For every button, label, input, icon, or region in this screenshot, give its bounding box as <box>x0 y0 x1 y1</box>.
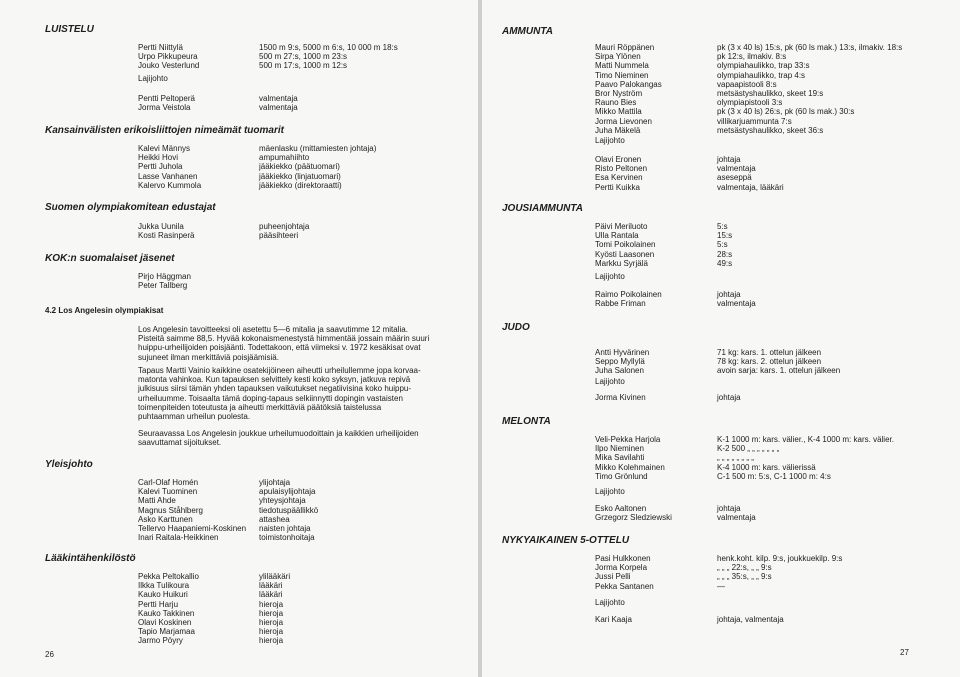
luistelu-lead-names: Pentti Peltoperä Jorma Veistola <box>138 94 195 113</box>
melonta-names: Veli-Pekka Harjola Ilpo Nieminen Mika Savilahti Mikko Kolehmainen Timo Grönlund <box>595 435 665 481</box>
melonta-heading: MELONTA <box>502 416 551 427</box>
yleisjohto-roles: ylijohtaja apulaisylijohtaja yhteysjohtaja tiedotuspäällikkö attashea naisten johtaja toimistonhoitaja <box>259 478 319 543</box>
jousiammunta-heading: JOUSIAMMUNTA <box>502 203 583 214</box>
kv-tuomarit-heading: Kansainvälisten erikoisliittojen nimeämät tuomarit <box>45 125 284 136</box>
olympiakomitea-heading: Suomen olympiakomitean edustajat <box>45 202 216 213</box>
nykyaikainen-lead-names: Kari Kaaja <box>595 615 632 624</box>
luistelu-heading: LUISTELU <box>45 24 94 35</box>
right-page <box>482 0 960 677</box>
page-number-right: 27 <box>900 648 909 657</box>
kok-names: Pirjo Häggman Peter Tallberg <box>138 272 191 291</box>
left-page <box>0 0 478 677</box>
luistelu-lajijohto-label: Lajijohto <box>138 74 168 83</box>
luistelu-lead-roles: valmentaja valmentaja <box>259 94 298 113</box>
nykyaikainen-lajijohto-label: Lajijohto <box>595 598 625 607</box>
judo-lajijohto-label: Lajijohto <box>595 377 625 386</box>
ammunta-names: Mauri Röppänen Sirpa Ylönen Matti Nummela Timo Nieminen Paavo Palokangas Bror Nyström Rauno Bies Mikko Mattila Jorma Lievonen Juha Mäkelä <box>595 43 662 135</box>
jousiammunta-lead-names: Raimo Poikolainen Rabbe Friman <box>595 290 662 309</box>
nykyaikainen-names: Pasi Hulkkonen Jorma Korpela Jussi Pelli Pekka Santanen <box>595 554 654 591</box>
yleisjohto-heading: Yleisjohto <box>45 459 93 470</box>
ammunta-lead-roles: johtaja valmentaja aseseppä valmentaja, lääkäri <box>717 155 784 192</box>
los-angeles-paragraph-1: Los Angelesin tavoitteeksi oli asetettu 5—6 mitalia ja saavutimme 12 mitalia. Pisteitä saimme 88,5. Hyvää kokonaismenestystä himmentää jossain määrin suuri huippu-urheilijoiden poisjäänti. Todettakoon, että viimeksi v. 1972 kesäkisat ovat sujuneet ilman merkittäviä poisjäämisiä. <box>138 325 430 362</box>
ammunta-results: pk (3 x 40 ls) 15:s, pk (60 ls mak.) 13:s, ilmakiv. 18:s pk 12:s, ilmakiv. 8:s olympiahaulikko, trap 33:s olympiahaulikko, trap 4:s vapaapistooli 8:s metsästyshaulikko, skeet 19:s olympiapistooli 3:s pk (3 x 40 ls) 26:s, pk (60 ls mak.) 30:s villikarjuammunta 7:s metsästyshaulikko, skeet 36:s <box>717 43 903 135</box>
judo-heading: JUDO <box>502 322 530 333</box>
laakinta-roles: ylilääkäri lääkäri lääkäri hieroja hieroja hieroja hieroja hieroja <box>259 572 291 646</box>
luistelu-results: 1500 m 9:s, 5000 m 6:s, 10 000 m 18:s 500 m 27:s, 1000 m 23:s 500 m 17:s, 1000 m 12:s <box>259 43 398 71</box>
nykyaikainen-5-ottelu-heading: NYKYAIKAINEN 5-OTTELU <box>502 535 630 546</box>
kv-tuomarit-roles: mäenlasku (mittamiesten johtaja) ampumahiihto jääkiekko (päätuomari) jääkiekko (linjatuomari) jääkiekko (direktoraatti) <box>259 144 377 190</box>
judo-results: 71 kg: kars. 1. ottelun jälkeen 78 kg: kars. 2. ottelun jälkeen avoin sarja: kars. 1. ottelun jälkeen <box>717 348 841 376</box>
laakinta-names: Pekka Peltokallio Ilkka Tulikoura Kauko Huikuri Pertti Harju Kauko Takkinen Olavi Koskinen Tapio Marjamaa Jarmo Pöyry <box>138 572 199 646</box>
kok-heading: KOK:n suomalaiset jäsenet <box>45 253 175 264</box>
jousiammunta-lead-roles: johtaja valmentaja <box>717 290 756 309</box>
melonta-lajijohto-label: Lajijohto <box>595 487 625 496</box>
judo-lead-roles: johtaja <box>717 393 741 402</box>
kv-tuomarit-names: Kalevi Männys Heikki Hovi Pertti Juhola Lasse Vanhanen Kalervo Kummola <box>138 144 202 190</box>
los-angeles-paragraph-3: Seuraavassa Los Angelesin joukkue urheilumuodoittain ja kaikkien urheilijoiden saavuttamat sijoitukset. <box>138 429 419 448</box>
los-angeles-heading: 4.2 Los Angelesin olympiakisat <box>45 306 164 315</box>
ammunta-lajijohto-label: Lajijohto <box>595 136 625 145</box>
jousiammunta-results: 5:s 15:s 5:s 28:s 49:s <box>717 222 733 268</box>
page-number-left: 26 <box>45 650 54 659</box>
judo-lead-names: Jorma Kivinen <box>595 393 646 402</box>
judo-names: Antti Hyvärinen Seppo Myllylä Juha Salonen <box>595 348 650 376</box>
jousiammunta-names: Päivi Meriluoto Ulla Rantala Tomi Poikolainen Kyösti Laasonen Markku Syrjälä <box>595 222 656 268</box>
melonta-results: K-1 1000 m: kars. välier., K-4 1000 m: kars. välier. K-2 500 „ „ „ „ „ „ „ „ „ „ „ „ „ „ „ K-4 1000 m: kars. välierissä C-1 500 m: 5:s, C-1 1000 m: 4:s <box>717 435 894 481</box>
olympiakomitea-names: Jukka Uunila Kosti Rasinperä <box>138 222 195 241</box>
yleisjohto-names: Carl-Olaf Homén Kalevi Tuominen Matti Ahde Magnus Ståhlberg Asko Karttunen Tellervo Haapaniemi-Koskinen Inari Raitala-Heikkinen <box>138 478 247 543</box>
ammunta-lead-names: Olavi Eronen Risto Peltonen Esa Kervinen Pertti Kuikka <box>595 155 648 192</box>
nykyaikainen-results: henk.koht. kilp. 9:s, joukkuekilp. 9:s „ „ „ 22:s, „ „ 9:s „ „ „ 35:s, „ „ 9:s — <box>717 554 843 591</box>
los-angeles-paragraph-2: Tapaus Martti Vainio kaikkine osatekijöineen aiheutti urheilullemme jopa korvaa- matonta vahinkoa. Kun tapauksen selvittely kesti koko syksyn, jatkuva repivä julkisuus siirsi tämän yhden tapauksen vaikutukset negatiivisina koko huippu- urheiluumme. Toisaalta tämä doping-tapaus selkiinnytti dopingin vastaisten toimenpiteiden toteutusta ja aiheutti merkittäviä päätöksiä taistelussa puhtaamman urheilun puolesta. <box>138 366 421 422</box>
melonta-lead-names: Esko Aaltonen Grzegorz Sledziewski <box>595 504 672 523</box>
olympiakomitea-roles: puheenjohtaja pääsihteeri <box>259 222 310 241</box>
luistelu-names: Pertti Niittylä Urpo Pikkupeura Jouko Vesterlund <box>138 43 200 71</box>
ammunta-heading: AMMUNTA <box>502 26 553 37</box>
jousiammunta-lajijohto-label: Lajijohto <box>595 272 625 281</box>
melonta-lead-roles: johtaja valmentaja <box>717 504 756 523</box>
laakinta-heading: Lääkintähenkilöstö <box>45 553 136 564</box>
nykyaikainen-lead-roles: johtaja, valmentaja <box>717 615 784 624</box>
